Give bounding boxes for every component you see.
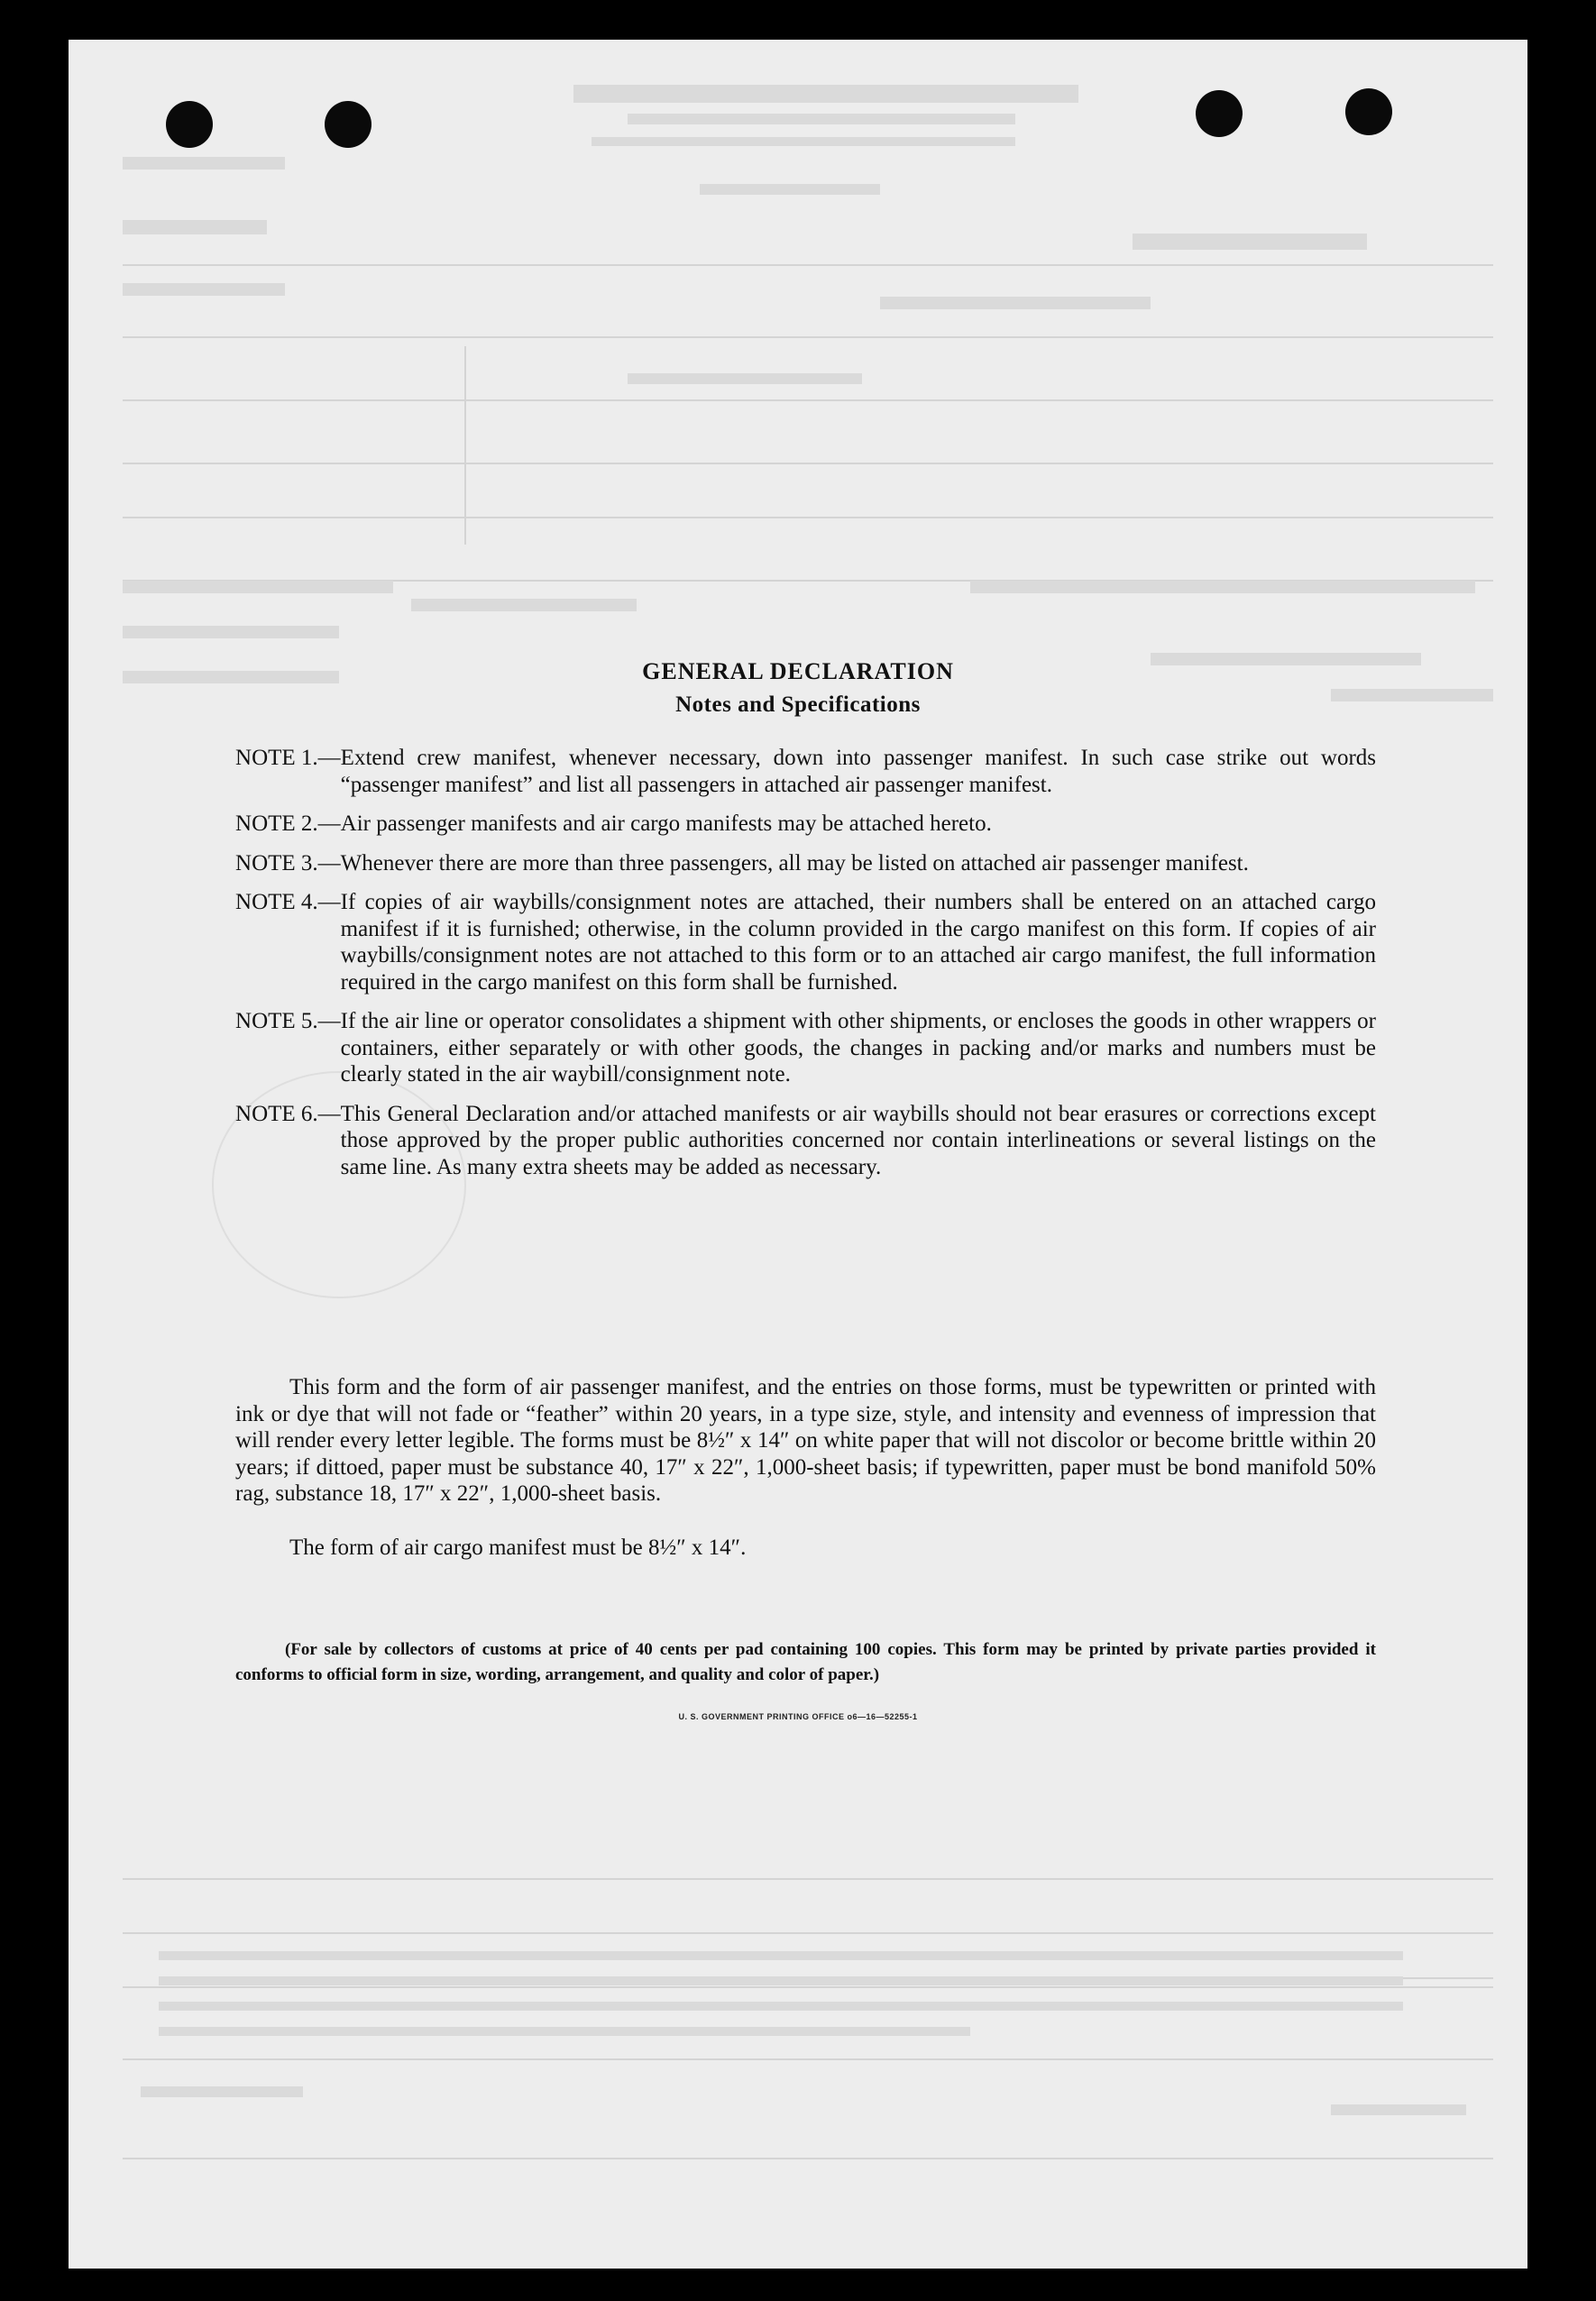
note-text: Whenever there are more than three passengers, all may be listed on attached air passenger manifest. (340, 850, 1249, 875)
punch-hole (166, 101, 213, 148)
note-item (235, 811, 1376, 838)
note-item (235, 889, 1376, 995)
note-item (235, 850, 1376, 877)
note-label: NOTE 6.— (235, 1101, 341, 1126)
note-text: If the air line or operator consolidates a shipment with other shipments, or encloses the goods in other wrappers or containers, either separately or with other goods, the changes in packing and/or marks and numbers must be clearly stated in the air waybill/consignment note. (340, 1009, 1376, 1086)
punch-hole (1345, 88, 1392, 135)
note-label: NOTE 1.— (235, 746, 341, 770)
cargo-size-line: The form of air cargo manifest must be 8½″ x 14″. (289, 1536, 747, 1560)
note-label: NOTE 3.— (235, 850, 341, 875)
note-text: If copies of air waybills/consignment notes are attached, their numbers shall be entered on an attached cargo manifest if it is furnished; otherwise, in the column provided in the cargo manifest on this form. If copies of air waybills/consignment notes are not attached to this form or to an attached air cargo manifest, the full information required in the cargo manifest on this form shall be furnished. (340, 890, 1376, 995)
document-subtitle: Notes and Specifications (675, 692, 921, 717)
punch-hole (1196, 90, 1243, 137)
sale-notice: (For sale by collectors of customs at price of 40 cents per pad containing 100 copies. This form may be printed by private parties provided it conforms to official form in size, wording, arrangement, and quality and color of paper.) (235, 1640, 1376, 1684)
note-item (235, 1101, 1376, 1181)
printing-office-imprint: U. S. GOVERNMENT PRINTING OFFICE o6—16—52255-1 (678, 1712, 918, 1721)
note-item (235, 745, 1376, 798)
note-label: NOTE 5.— (235, 1009, 341, 1033)
note-label: NOTE 2.— (235, 811, 341, 836)
note-text: This General Declaration and/or attached manifests or air waybills should not bear erasures or corrections except those approved by the proper public authorities concerned nor contain interlineations or several listings on the same line. As many extra sheets may be added as necessary. (340, 1101, 1376, 1179)
specification-paragraph: This form and the form of air passenger manifest, and the entries on those forms, must be typewritten or printed with ink or dye that will not fade or “feather” within 20 years, in a type size, style, and intensity and evenness of impression that will render every letter legible. The forms must be 8½″ x 14″ on white paper that will not discolor or become brittle within 20 years; if dittoed, paper must be substance 40, 17″ x 22″, 1,000-sheet basis; if typewritten, paper must be bond manifold 50% rag, substance 18, 17″ x 22″, 1,000-sheet basis. (235, 1375, 1376, 1506)
note-item (235, 1008, 1376, 1088)
note-label: NOTE 4.— (235, 890, 341, 914)
document-title: GENERAL DECLARATION (642, 658, 954, 684)
notes-list (235, 745, 1376, 1193)
note-text: Extend crew manifest, whenever necessary, down into passenger manifest. In such case strike out words “passenger manifest” and list all passengers in attached air passenger manifest. (340, 746, 1376, 797)
document-page (69, 40, 1527, 2269)
note-text: Air passenger manifests and air cargo manifests may be attached hereto. (340, 811, 992, 836)
punch-hole (325, 101, 371, 148)
